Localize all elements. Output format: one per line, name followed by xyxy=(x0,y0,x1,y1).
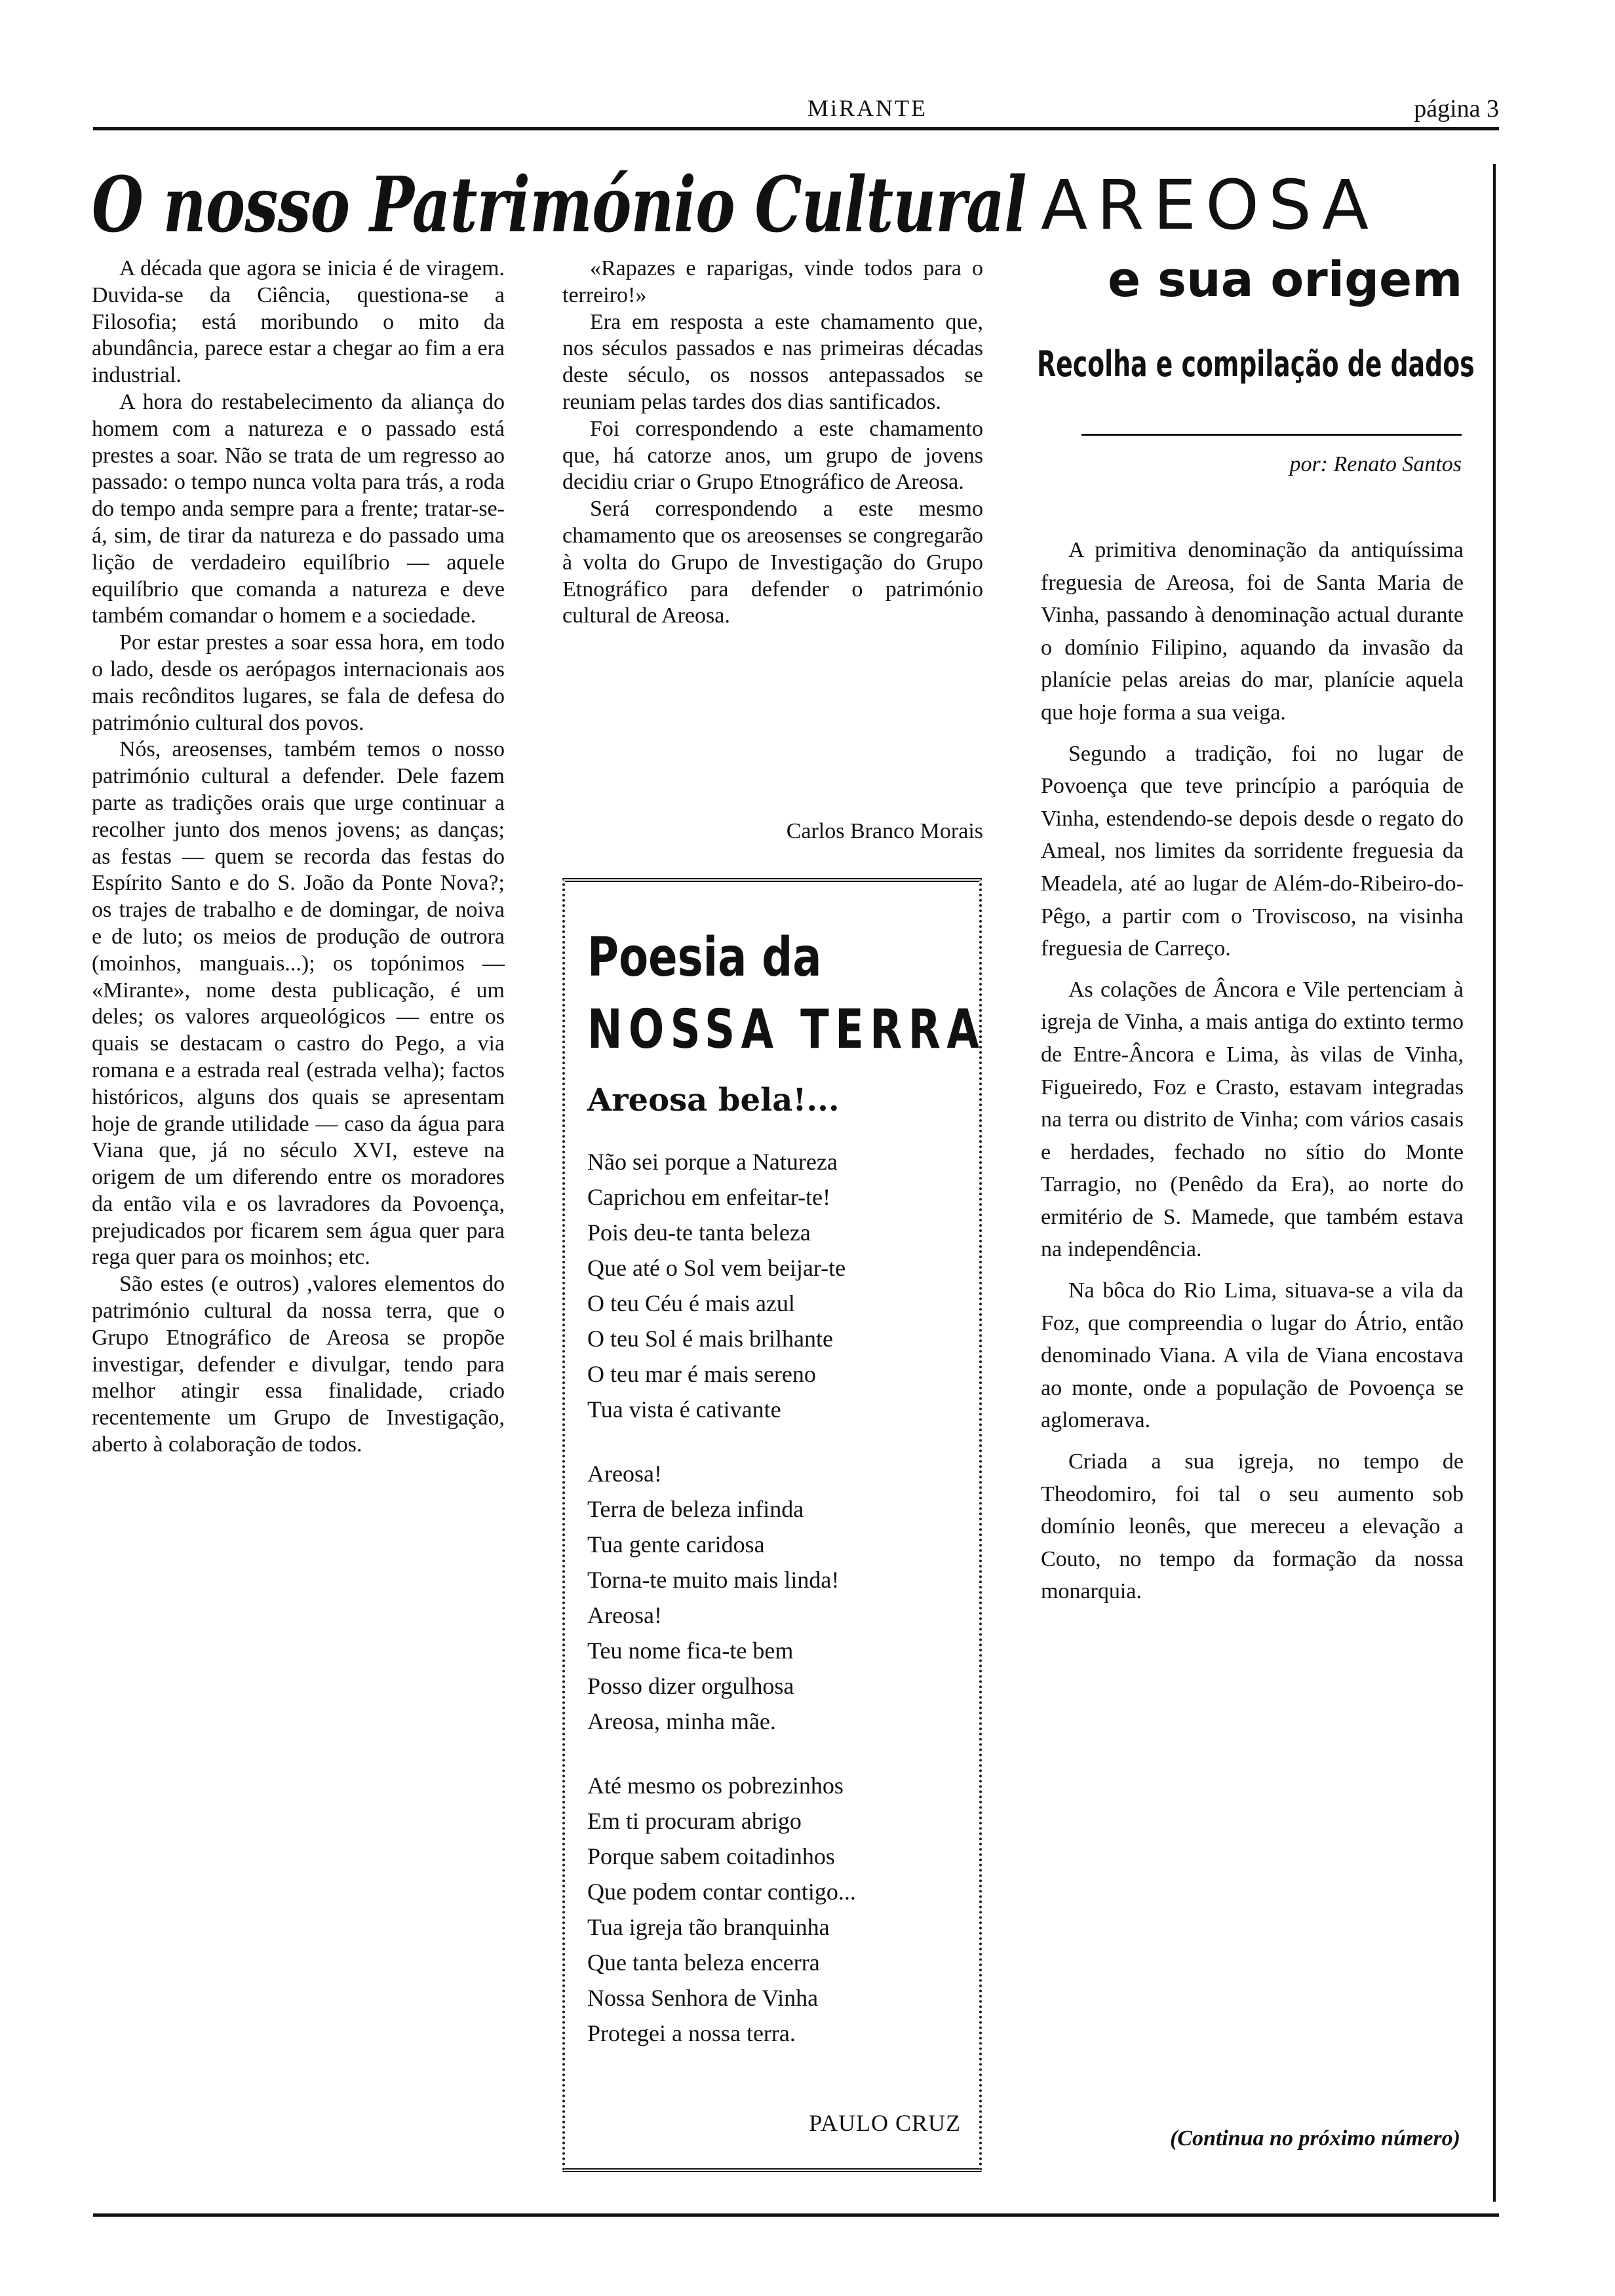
article-column-2 xyxy=(562,256,983,630)
header-rule xyxy=(93,127,1499,130)
poem-line: Terra de beleza infinda xyxy=(587,1496,804,1522)
poem-line: Tua gente caridosa xyxy=(587,1531,765,1558)
poem-line: Em ti procuram abrigo xyxy=(587,1808,802,1834)
article-paragraph: Segundo a tradição, foi no lugar de Povoença que teve princípio a paróquia de Vinha, estendendo-se depois desde o regato do Ameal, nos limites da sorridente freguesia da Meadela, até ao lugar de Além-do-Ribeiro-do-Pêgo, a partir com o Troviscoso, na visinha freguesia de Carreço. xyxy=(1041,741,1464,961)
poem-line: Pois deu-te tanta beleza xyxy=(587,1219,811,1246)
poem-stanza xyxy=(587,1768,981,2051)
poem-line: Tua vista é cativante xyxy=(587,1396,781,1423)
article-paragraph: A década que agora se inicia é de viragem. Duvida-se da Ciência, questiona-se a Filosofia; está moribundo o mito da abundância, parece estar a chegar ao fim a era industrial. xyxy=(92,256,505,388)
article-paragraph: A primitiva denominação da antiquíssima freguesia de Areosa, foi de Santa Maria de Vinha, passando à denominação actual durante o domínio Filipino, aquando da invasão da planície pelas areias do mar, planície aquela que hoje forma a sua veiga. xyxy=(1041,538,1464,725)
poem-line: Areosa, minha mãe. xyxy=(587,1708,776,1734)
poem-line: Até mesmo os pobrezinhos xyxy=(587,1772,844,1799)
poem-heading-line-1: Poesia da xyxy=(587,927,822,989)
column-rule xyxy=(1493,164,1496,2202)
poem-title: Areosa bela!... xyxy=(587,1082,840,1119)
poem-stanza xyxy=(587,1456,981,1739)
poem-line: Teu nome fica-te bem xyxy=(587,1637,794,1664)
poem-line: Tua igreja tão branquinha xyxy=(587,1914,830,1940)
poem-heading-line-2: NOSSA TERRA xyxy=(587,999,986,1061)
article-author: Carlos Branco Morais xyxy=(786,819,983,843)
article-paragraph: São estes (e outros) ,valores elementos do património cultural da nossa terra, que o Grupo Etnográfico de Areosa se propõe investigar, defender e divulgar, tendo para melhor atingir essa finalidade, criado recentemente um Grupo de Investigação, aberto à colaboração de todos. xyxy=(92,1272,505,1457)
bottom-rule xyxy=(93,2213,1499,2217)
article-column-1 xyxy=(92,256,505,1459)
poem-line: Caprichou em enfeitar-te! xyxy=(587,1184,831,1210)
byline-rule xyxy=(1081,434,1462,436)
poem-line: O teu mar é mais sereno xyxy=(587,1361,816,1387)
continued-note: (Continua no próximo número) xyxy=(1169,2126,1460,2151)
article-paragraph: Por estar prestes a soar essa hora, em todo o lado, desde os aerópagos internacionais aos mais recônditos lugares, se fala de defesa do património cultural dos povos. xyxy=(92,630,505,735)
poem-line: Nossa Senhora de Vinha xyxy=(587,1985,819,2011)
article-paragraph: A hora do restabelecimento da aliança do homem com a natureza e o passado está prestes a soar. Não se trata de um regresso ao passado: o tempo nunca volta para trás, a roda do tempo anda sempre para a frente; tratar-se-á, sim, de tirar da natureza e do passado uma lição de verdadeiro equilíbrio — aquele equilíbrio que comanda a natureza e deve também comandar o homem e a sociedade. xyxy=(92,389,505,628)
article-paragraph: Criada a sua igreja, no tempo de Theodomiro, foi tal o seu aumento sob domínio leonês, que mereceu a elevação a Couto, no tempo da formação da nossa monarquia. xyxy=(1041,1449,1464,1604)
article-paragraph: Era em resposta a este chamamento que, nos séculos passados e nas primeiras décadas deste século, os nossos antepassados se reuniam pelas tardes dos dias santificados. xyxy=(562,309,983,414)
poem-line: Que até o Sol vem beijar-te xyxy=(587,1255,846,1281)
article-column-3 xyxy=(1041,534,1464,1617)
article-paragraph: Foi correspondendo a este chamamento que, há catorze anos, um grupo de jovens decidiu criar o Grupo Etnográfico de Areosa. xyxy=(562,416,983,495)
article-paragraph: Nós, areosenses, também temos o nosso património cultural a defender. Dele fazem parte as tradições orais que urge continuar a recolher junto dos menos jovens; as danças; as festas — quem se recorda das festas do Espírito Santo e do S. João da Ponte Nova?; os trajes de trabalho e de domingar, de noiva e de luto; os meios de produção de outrora (moinhos, manguais...); os topónimos — «Mirante», nome desta publicação, é um deles; os valores arqueológicos — entre os quais se destacam o castro do Pego, a via romana e a estrada real (estrada velha); factos históricos, alguns dos quais se apresentam hoje de grande utilidade — caso da água para Viana que, já no século XVI, esteve na origem de um diferendo entre os moradores da então vila e os lavradores da Povoença, prejudicados por ficarem sem água quer para rega quer para os moinhos; etc. xyxy=(92,737,505,1270)
article-2-tagline: Recolha e compilação de dados xyxy=(1037,343,1475,385)
poem-line: O teu Céu é mais azul xyxy=(587,1290,795,1316)
poem-line: Protegei a nossa terra. xyxy=(587,2020,796,2046)
poem-box xyxy=(562,878,986,2172)
article-paragraph: «Rapazes e raparigas, vinde todos para o terreiro!» xyxy=(562,256,983,307)
article-2-subtitle: e sua origem xyxy=(1108,252,1463,308)
article-paragraph: Na bôca do Rio Lima, situava-se a vila da Foz, que compreendia o lugar do Átrio, então denominado Viana. A vila de Viana encostava ao monte, onde a população de Povoença se aglomerava. xyxy=(1041,1278,1464,1433)
article-title: O nosso Património Cultural xyxy=(92,161,1026,250)
poem-body xyxy=(587,1144,981,2080)
poem-line: Areosa! xyxy=(587,1602,662,1628)
article-paragraph: Será correspondendo a este mesmo chamamento que os areosenses se congregarão à volta do Grupo de Investigação do Grupo Etnográfico para defender o património cultural de Areosa. xyxy=(562,497,983,628)
poem-line: Não sei porque a Natureza xyxy=(587,1149,838,1175)
poem-author: PAULO CRUZ xyxy=(809,2110,961,2136)
page-number: página 3 xyxy=(1414,95,1499,123)
poem-stanza xyxy=(587,1144,981,1427)
article-paragraph: As colações de Âncora e Vile pertenciam à igreja de Vinha, a mais antiga do extinto termo de Entre-Âncora e Lima, às vilas de Vinha, Figueiredo, Foz e Crasto, estavam integradas na terra ou distrito de Vinha; com vários casais e herdades, fechado no sítio do Monte Tarragio, no (Penêdo da Era), ao norte do ermitério de S. Mamede, que também estava na independência. xyxy=(1041,977,1464,1262)
poem-line: Torna-te muito mais linda! xyxy=(587,1567,840,1593)
poem-line: Porque sabem coitadinhos xyxy=(587,1843,835,1869)
article-2-title: AREOSA xyxy=(1041,165,1378,245)
article-2-byline: por: Renato Santos xyxy=(1289,452,1462,476)
poem-line: O teu Sol é mais brilhante xyxy=(587,1326,833,1352)
poem-line: Areosa! xyxy=(587,1461,662,1487)
running-header xyxy=(93,86,1499,132)
poem-line: Que tanta beleza encerra xyxy=(587,1949,820,1976)
publication-name: MiRANTE xyxy=(808,95,927,121)
poem-line: Que podem contar contigo... xyxy=(587,1879,856,1905)
poem-line: Posso dizer orgulhosa xyxy=(587,1673,794,1699)
